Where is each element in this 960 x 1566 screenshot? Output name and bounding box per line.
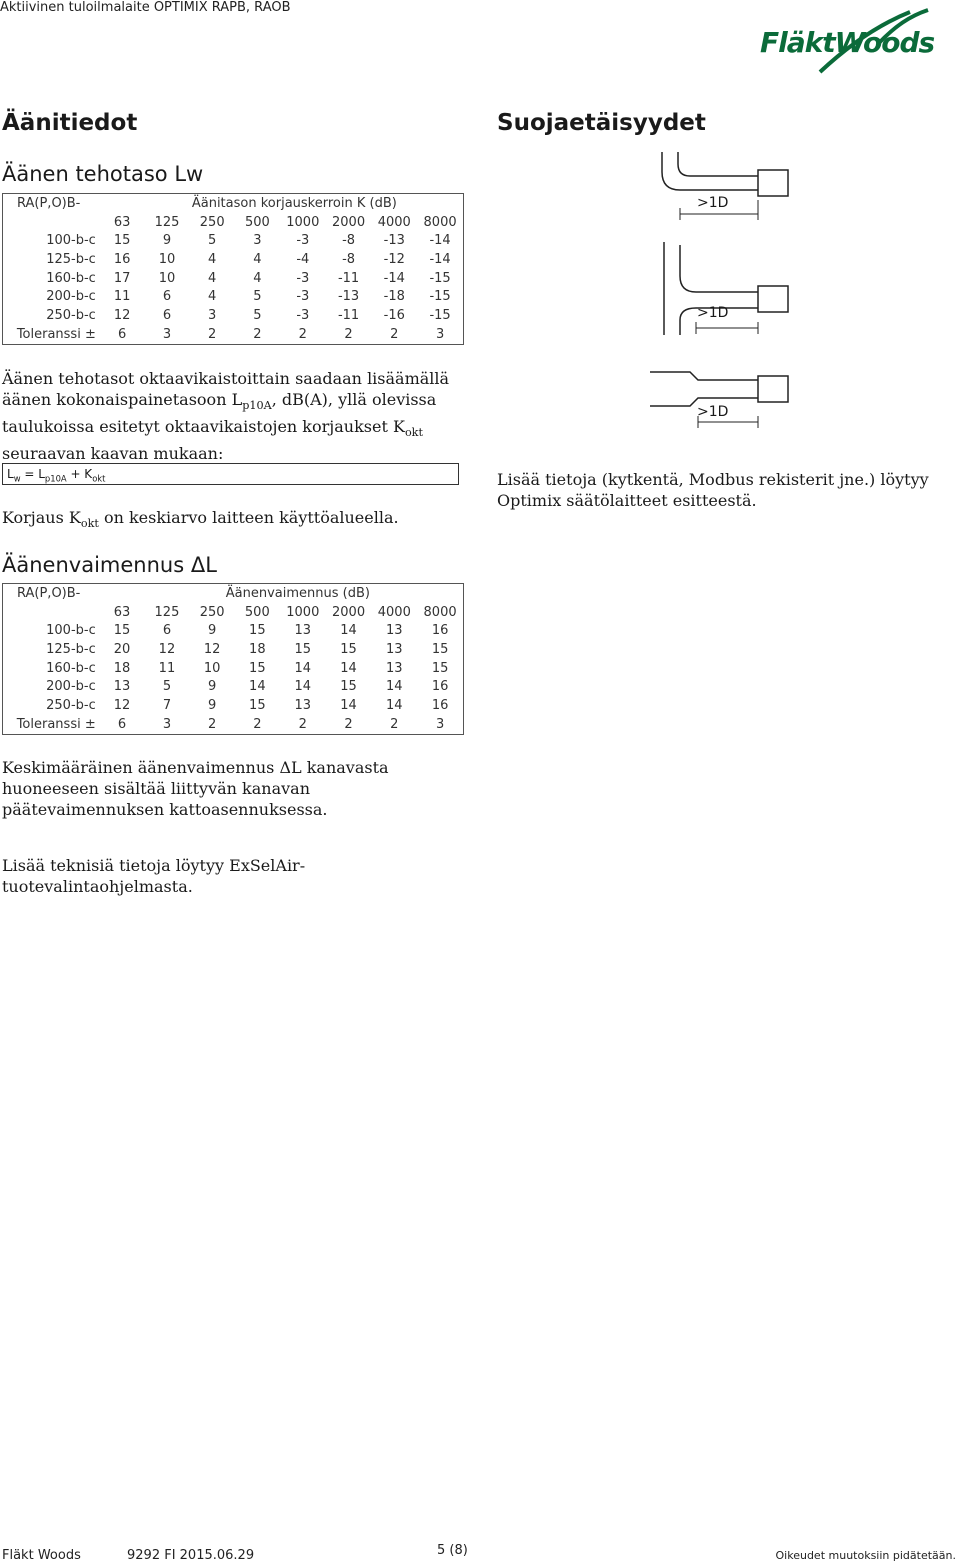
row-label: 200-b-c: [46, 679, 96, 695]
attenuation-table: [2, 583, 464, 735]
formula-box: $L_w = L_{p10A} + K_{okt}$: [2, 463, 459, 485]
table-cell: 2: [344, 326, 353, 342]
table-row: [3, 231, 464, 250]
table-cell: -18: [383, 289, 405, 305]
row-label: 200-b-c: [46, 289, 96, 305]
table-cell: 13: [386, 641, 403, 657]
table-cell: 16: [431, 623, 449, 639]
table-cell: 13: [386, 660, 403, 676]
row-label: Toleranssi ±: [16, 326, 96, 342]
table-cell: -14: [429, 251, 451, 267]
row-label: Toleranssi ±: [16, 716, 96, 732]
table-cell: 13: [294, 623, 312, 639]
band-header: 125: [154, 214, 180, 230]
table-cell: -12: [383, 251, 405, 267]
row-label: 125-b-c: [46, 251, 96, 267]
clearance-label: >1D: [697, 404, 729, 420]
document-title: Aktiivinen tuloilmalaite OPTIMIX RAPB, RAOB: [0, 0, 291, 15]
table-cell: 12: [203, 641, 221, 657]
table-cell: 12: [113, 307, 131, 323]
table-cell: 13: [386, 623, 403, 639]
table-row: [3, 269, 464, 288]
table-cell: 17: [113, 270, 131, 286]
table-cell: 14: [340, 697, 357, 713]
table-cell: 10: [158, 270, 176, 286]
table-cell: 9: [208, 697, 217, 713]
band-header: 4000: [377, 604, 411, 620]
more-info-text: Lisää teknisiä tietoja löytyy ExSelAir- tuotevalintaohjelmasta.: [2, 856, 306, 896]
table1-band-row: [3, 213, 464, 232]
table2-title: Äänenvaimennus ΔL: [2, 553, 217, 577]
table-cell: 2: [344, 716, 353, 732]
table-cell: 10: [158, 251, 176, 267]
table-cell: 5: [208, 233, 217, 249]
table-row: [3, 677, 464, 696]
table-cell: 11: [158, 660, 176, 676]
table-row: [3, 696, 464, 715]
table-cell: -15: [429, 289, 451, 305]
row-label: 125-b-c: [46, 641, 96, 657]
table2-group-header: Äänenvaimennus (dB): [225, 585, 370, 601]
table-cell: 5: [162, 679, 172, 695]
table-cell: -8: [342, 233, 356, 249]
table-cell: -8: [342, 251, 356, 267]
table-cell: 12: [158, 641, 176, 657]
table-cell: 14: [340, 623, 357, 639]
table-row: [3, 250, 464, 269]
table-cell: 14: [340, 660, 357, 676]
table-cell: 16: [431, 697, 449, 713]
table-cell: 4: [208, 270, 217, 286]
row-label: 250-b-c: [46, 697, 96, 713]
table-cell: -13: [383, 233, 405, 249]
table1-title: Äänen tehotaso Lw: [2, 162, 204, 186]
band-header: 250: [199, 604, 225, 620]
table-cell: 15: [113, 233, 131, 249]
table-cell: 2: [390, 326, 399, 342]
band-header: 2000: [332, 604, 366, 620]
footer-doc-code: 9292 FI 2015.06.29: [127, 1548, 255, 1563]
flaktwoods-logo: [760, 4, 950, 78]
table-cell: 14: [249, 679, 266, 695]
table-cell: -11: [337, 307, 360, 323]
table-cell: 15: [431, 660, 449, 676]
table-cell: 2: [253, 326, 262, 342]
table-cell: 2: [208, 326, 217, 342]
table-cell: 15: [340, 679, 357, 695]
table-cell: 4: [253, 270, 262, 286]
table-cell: 2: [298, 326, 307, 342]
band-header: 63: [113, 214, 131, 230]
table-cell: -15: [429, 270, 451, 286]
table-cell: -14: [429, 233, 451, 249]
table-row: [3, 621, 464, 640]
band-header: 8000: [423, 604, 457, 620]
table-cell: 4: [253, 251, 262, 267]
table-cell: 20: [113, 641, 131, 657]
branch-duct-diagram: [664, 242, 788, 335]
table-cell: 6: [118, 326, 127, 342]
table-cell: 12: [113, 697, 131, 713]
table-cell: 13: [113, 679, 131, 695]
table-cell: 9: [208, 623, 217, 639]
table-row: [3, 325, 464, 344]
table-cell: 15: [249, 623, 266, 639]
table-cell: -15: [429, 307, 451, 323]
logo-wordmark: FläktWoods: [760, 26, 935, 59]
table-cell: 5: [253, 307, 262, 323]
band-header: 63: [113, 604, 131, 620]
table-row: [3, 287, 464, 306]
row-label: 100-b-c: [46, 623, 96, 639]
table-cell: 3: [162, 716, 172, 732]
section-title-sound: Äänitiedot: [2, 110, 138, 136]
table-cell: 18: [113, 660, 131, 676]
table-cell: -11: [337, 270, 360, 286]
table-cell: 9: [208, 679, 217, 695]
clearance-diagrams: [640, 150, 800, 440]
band-header: 500: [244, 604, 270, 620]
footer-rights: Oikeudet muutoksiin pidätetään.: [775, 1549, 956, 1562]
table-cell: 16: [113, 251, 131, 267]
table-cell: -3: [296, 307, 310, 323]
table-cell: 4: [208, 251, 217, 267]
band-header: 125: [154, 604, 180, 620]
table-cell: 13: [294, 697, 312, 713]
table-cell: 6: [162, 623, 172, 639]
clearance-label: >1D: [697, 305, 729, 321]
table-cell: 16: [431, 679, 449, 695]
table2-corner-label: RA(P,O)B-: [17, 585, 81, 601]
table-cell: 5: [253, 289, 262, 305]
table-cell: 15: [113, 623, 131, 639]
table-cell: 15: [431, 641, 449, 657]
row-label: 250-b-c: [46, 307, 96, 323]
table-cell: 15: [249, 660, 266, 676]
table-cell: 14: [294, 679, 312, 695]
table-cell: -3: [296, 233, 310, 249]
table-cell: 3: [162, 326, 172, 342]
table-cell: 7: [162, 697, 172, 713]
clearance-label: >1D: [697, 195, 729, 211]
table-cell: -4: [296, 251, 310, 267]
table-cell: -16: [383, 307, 405, 323]
table-row: [3, 715, 464, 734]
table-cell: 2: [253, 716, 262, 732]
attenuation-explanation: Keskimääräinen äänenvaimennus ΔL kanavasta huoneeseen sisältää liittyvän kanavan päätevaimennuksen kattoasennuksessa.: [2, 758, 389, 819]
sound-power-explanation: Äänen tehotasot oktaavikaistoittain saadaan lisäämällä äänen kokonaispainetasoon $L_{p10A}$, dB(A), yllä olevissa taulukoissa esitetyt oktaavikaistojen korjaukset $K_{okt}$ seuraavan kaavan mukaan:: [2, 369, 450, 464]
table1-group-header: Äänitason korjauskerroin K (dB): [191, 195, 397, 211]
table-cell: 4: [208, 289, 217, 305]
table-cell: 18: [249, 641, 266, 657]
table-cell: 14: [386, 679, 403, 695]
table2-band-row: [3, 603, 464, 622]
sound-power-table: [2, 193, 464, 345]
table-cell: 3: [435, 716, 445, 732]
controller-info-text: Lisää tietoja (kytkentä, Modbus rekisterit jne.) löytyy Optimix säätölaitteet esitteestä.: [497, 470, 929, 510]
table-cell: -3: [296, 289, 310, 305]
table-cell: -3: [296, 270, 310, 286]
row-label: 160-b-c: [46, 660, 96, 676]
band-header: 500: [244, 214, 270, 230]
table-cell: -14: [383, 270, 405, 286]
band-header: 1000: [286, 214, 320, 230]
band-header: 4000: [377, 214, 411, 230]
table-cell: 15: [340, 641, 357, 657]
table-cell: 10: [203, 660, 221, 676]
band-header: 2000: [332, 214, 366, 230]
table-cell: 2: [298, 716, 307, 732]
row-label: 160-b-c: [46, 270, 96, 286]
table-cell: 6: [117, 716, 127, 732]
table-cell: 6: [162, 289, 172, 305]
table-cell: 14: [294, 660, 312, 676]
table-cell: 3: [435, 326, 445, 342]
footer-page-number: 5 (8): [437, 1543, 468, 1558]
table-cell: 3: [253, 233, 262, 249]
section-title-clearances: Suojaetäisyydet: [497, 110, 706, 136]
table-cell: 9: [162, 233, 172, 249]
table-cell: 11: [113, 289, 131, 305]
table-cell: 2: [208, 716, 217, 732]
correction-note: Korjaus $K_{okt}$ on keskiarvo laitteen käyttöalueella.: [2, 508, 399, 531]
band-header: 250: [199, 214, 225, 230]
band-header: 8000: [423, 214, 457, 230]
table-row: [3, 306, 464, 325]
table-cell: -13: [337, 289, 360, 305]
table-row: [3, 659, 464, 678]
table-cell: 6: [162, 307, 172, 323]
table-cell: 14: [386, 697, 403, 713]
table-cell: 2: [390, 716, 399, 732]
row-label: 100-b-c: [46, 233, 96, 249]
table-row: [3, 640, 464, 659]
table-cell: 15: [249, 697, 266, 713]
table-cell: 3: [208, 307, 217, 323]
footer-company: Fläkt Woods: [2, 1548, 81, 1563]
table1-corner-label: RA(P,O)B-: [17, 195, 81, 211]
band-header: 1000: [286, 604, 320, 620]
table-cell: 15: [294, 641, 312, 657]
